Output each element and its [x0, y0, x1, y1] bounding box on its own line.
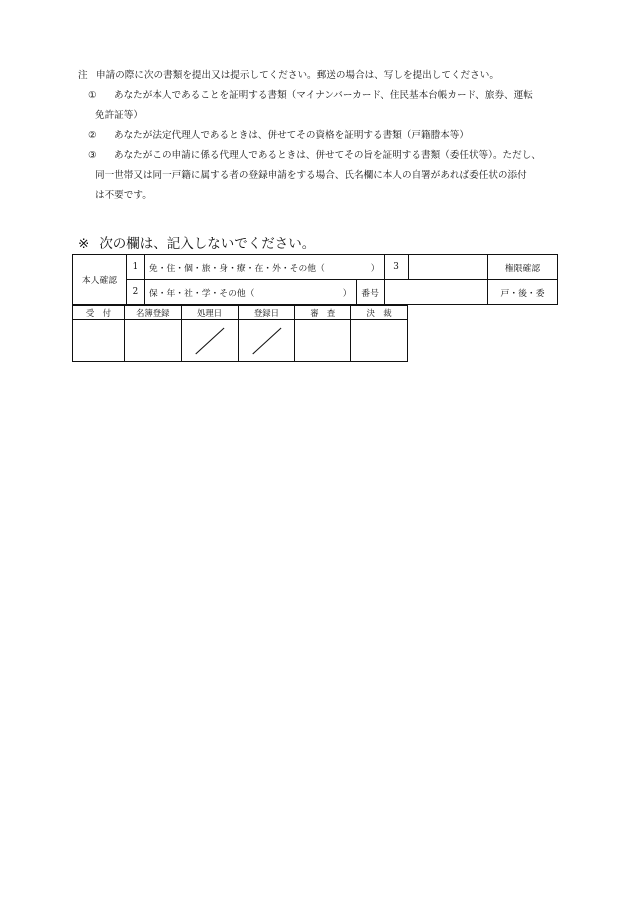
- note-item-3: [78, 146, 568, 166]
- note-item-2: [78, 126, 568, 146]
- authority-check-label: 権限確認: [488, 255, 558, 280]
- registration-date-box: [238, 320, 295, 362]
- notice-symbol: ※: [78, 236, 90, 252]
- note-item-text: あなたが法定代理人であるときは、併せてその資格を証明する書類（戸籍謄本等）: [114, 130, 469, 141]
- note-item-continuation: 同一世帯又は同一戸籍に属する者の登録申請をする場合、氏名欄に本人の自署があれば委任状の添付: [95, 170, 527, 181]
- number-value-cell: [384, 280, 488, 305]
- notes-section: [78, 66, 568, 206]
- document-options-text: 免・住・個・旅・身・療・在・外・その他（: [148, 263, 325, 274]
- notes-heading: [78, 66, 568, 86]
- header-reception: 受 付: [73, 306, 125, 320]
- authority-options: 戸・後・委: [488, 280, 558, 305]
- notes-heading-text: 申請の際に次の書類を提出又は提示してください。郵送の場合は、写しを提出してください。: [96, 70, 499, 81]
- header-approval: 決 裁: [351, 306, 408, 320]
- note-item-number: ③: [88, 150, 97, 161]
- processing-table: [72, 305, 408, 362]
- review-box: [295, 320, 351, 362]
- document-options-2: [144, 280, 356, 305]
- approval-box: [351, 320, 408, 362]
- diagonal-slash: [182, 320, 238, 361]
- document-options-text: 保・年・社・学・その他（: [148, 288, 255, 299]
- note-item-1: [78, 86, 568, 106]
- header-registry: 名簿登録: [124, 306, 181, 320]
- header-review: 審 査: [295, 306, 351, 320]
- office-use-notice: [78, 232, 315, 252]
- closing-paren: ）: [370, 263, 380, 274]
- blank-cell: [408, 255, 488, 280]
- table-header-row: [73, 306, 408, 320]
- note-item-continuation: 免許証等）: [95, 110, 143, 121]
- identity-check-label: 本人確認: [73, 255, 127, 305]
- note-item-number: ②: [88, 130, 97, 141]
- reception-box: [73, 320, 125, 362]
- table-row: [73, 255, 558, 280]
- processing-date-box: [181, 320, 238, 362]
- number-label: 番号: [356, 280, 384, 305]
- closing-paren: ）: [342, 288, 352, 299]
- row-number: 1: [126, 255, 144, 280]
- notice-text: 次の欄は、記入しないでください。: [99, 236, 316, 252]
- row-number: 2: [126, 280, 144, 305]
- header-processing-date: 処理日: [181, 306, 238, 320]
- document-options-1: [144, 255, 384, 280]
- table-row: [73, 280, 558, 305]
- notes-mark: 注: [78, 70, 88, 81]
- registry-box: [124, 320, 181, 362]
- note-item-text: あなたが本人であることを証明する書類（マイナンバーカード、住民基本台帳カード、旅券、運転: [114, 90, 533, 101]
- note-item-continuation: は不要です。: [95, 190, 152, 201]
- header-registration-date: 登録日: [238, 306, 295, 320]
- table-row: [73, 320, 408, 362]
- identity-check-table: [72, 254, 558, 305]
- diagonal-slash: [239, 320, 295, 361]
- row-number: 3: [384, 255, 408, 280]
- note-item-number: ①: [88, 90, 97, 101]
- note-item-text: あなたがこの申請に係る代理人であるときは、併せてその旨を証明する書類（委任状等）。ただし、: [114, 150, 541, 161]
